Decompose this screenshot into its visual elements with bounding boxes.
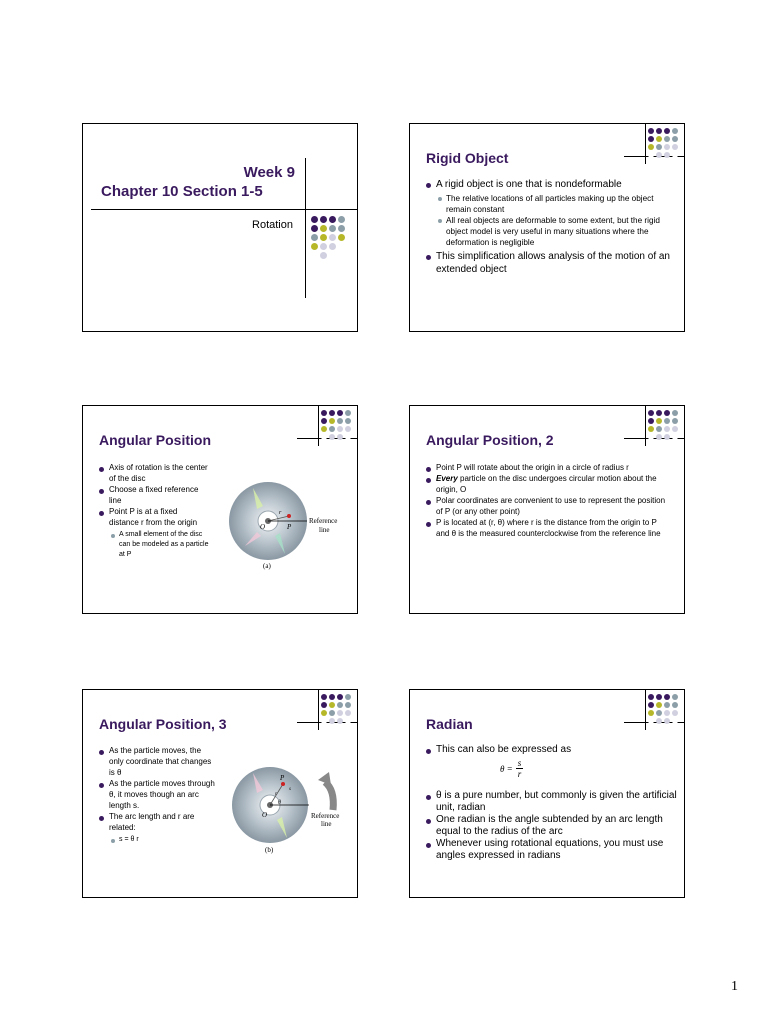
deco-line: [645, 124, 646, 164]
title-week: Week 9: [243, 164, 295, 181]
bullet-text: Point P is at a fixed distance r from the origin: [109, 507, 198, 527]
svg-text:line: line: [319, 526, 330, 534]
svg-text:(b): (b): [265, 846, 274, 854]
slide-heading: Angular Position, 2: [426, 432, 554, 448]
bullet: Whenever using rotational equations, you must use angles expressed in radians: [424, 838, 678, 862]
decorative-dots: [311, 216, 345, 259]
bullet-text: particle on the disc undergoes circular motion about the origin, O: [436, 474, 657, 494]
bullet: [97, 811, 217, 845]
bullet: This can also be expressed as: [424, 744, 674, 756]
bullet: Polar coordinates are convenient to use to represent the position of P (or any other point): [424, 495, 672, 517]
svg-text:θ: θ: [278, 800, 281, 806]
divider-vertical: [305, 158, 306, 298]
bullet: As the particle moves through θ, it moves though an arc length s.: [97, 778, 217, 811]
bullet: As the particle moves, the only coordinate that changes is θ: [97, 745, 217, 778]
svg-text:O: O: [262, 811, 268, 819]
bullet: [424, 178, 674, 248]
slide-heading: Rigid Object: [426, 150, 509, 166]
slide-heading: Angular Position: [99, 432, 211, 448]
decorative-dots: [321, 410, 351, 440]
decorative-dots: [648, 410, 678, 440]
deco-line: [645, 690, 646, 730]
bullet: θ is a pure number, but commonly is given the artificial unit, radian: [424, 790, 678, 814]
svg-text:Reference: Reference: [311, 812, 340, 820]
bullet: [424, 473, 672, 495]
equation-lhs: θ =: [500, 763, 513, 774]
svg-text:s: s: [289, 787, 291, 792]
slide-angular-position-2: [409, 405, 685, 614]
slide-angular-position-3: [82, 689, 358, 898]
svg-text:r: r: [279, 510, 282, 516]
bullet: Axis of rotation is the center of the disc: [97, 462, 209, 484]
disc-figure: [223, 476, 353, 591]
bullet: This simplification allows analysis of the motion of an extended object: [424, 250, 674, 276]
slide-heading: Radian: [426, 716, 473, 732]
equation-numerator: s: [517, 758, 522, 768]
svg-text:line: line: [321, 820, 332, 828]
bullet: Point P will rotate about the origin in a circle of radius r: [424, 462, 672, 473]
bullet: P is located at (r, θ) where r is the distance from the origin to P and θ is the measured counterclockwise from the reference line: [424, 517, 672, 539]
decorative-dots: [321, 694, 351, 724]
sub-bullet: A small element of the disc can be modeled as a particle at P: [109, 530, 209, 560]
decorative-dots: [648, 694, 678, 724]
slide-title: [82, 123, 358, 332]
deco-line: [318, 406, 319, 446]
slide-rigid-object: [409, 123, 685, 332]
svg-text:(a): (a): [263, 562, 271, 570]
subtitle: Rotation: [252, 219, 293, 231]
slide-angular-position: [82, 405, 358, 614]
rotation-arrow: [325, 782, 333, 810]
page-number: 1: [731, 979, 738, 994]
svg-text:r: r: [275, 792, 277, 797]
deco-line: [645, 406, 646, 446]
sub-bullet: s = θ r: [109, 835, 217, 845]
svg-text:O: O: [260, 523, 266, 531]
bullet-text: A rigid object is one that is nondeformable: [436, 179, 622, 190]
svg-text:P: P: [280, 774, 285, 782]
slide-radian: [409, 689, 685, 898]
svg-text:P: P: [287, 523, 292, 531]
bullet: [97, 506, 209, 560]
equation-denominator: r: [517, 769, 522, 779]
point-p: [281, 782, 285, 786]
sub-bullet: The relative locations of all particles making up the object remain constant: [436, 193, 674, 215]
bullet: One radian is the angle subtended by an arc length equal to the radius of the arc: [424, 814, 678, 838]
title-chapter: Chapter 10 Section 1-5: [101, 183, 263, 200]
slide-heading: Angular Position, 3: [99, 716, 227, 732]
decorative-dots: [648, 128, 678, 158]
deco-line: [318, 690, 319, 730]
bullet-text: The arc length and r are related:: [109, 812, 195, 832]
svg-text:Reference: Reference: [309, 517, 338, 525]
equation: [500, 758, 523, 779]
disc-figure: [225, 760, 355, 875]
sub-bullet: All real objects are deformable to some extent, but the rigid object model is very useful in many situations where the deformation is negligible: [436, 215, 674, 248]
divider-horizontal: [91, 209, 358, 210]
point-p: [287, 514, 291, 518]
emphasis: Every: [436, 474, 458, 483]
bullet: Choose a fixed reference line: [97, 484, 209, 506]
